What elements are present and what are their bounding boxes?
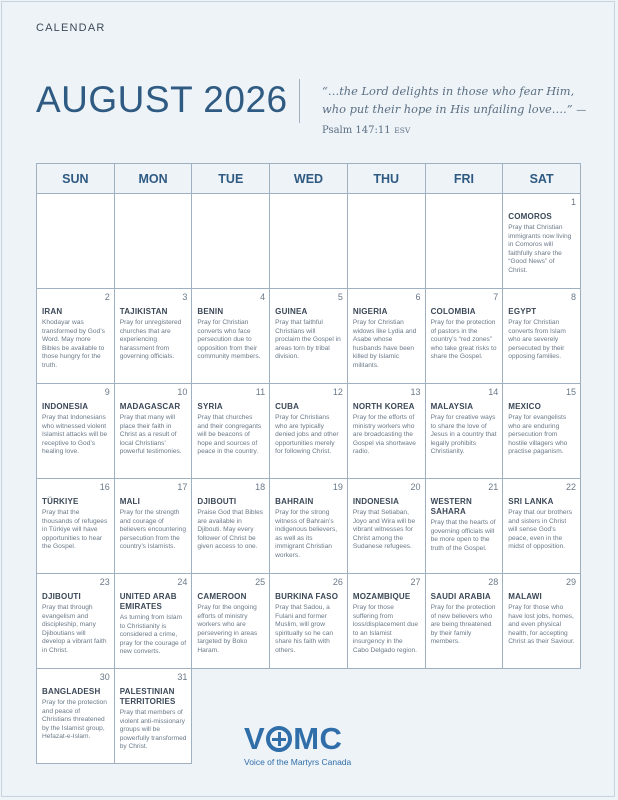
day-number: 27 (410, 577, 421, 587)
quote-version: ESV (394, 126, 411, 135)
calendar-day-cell (192, 574, 270, 669)
country-name: TÜRKIYE (42, 497, 79, 506)
day-number: 13 (410, 387, 421, 397)
country-name: MALAYSIA (430, 402, 474, 411)
day-number: 29 (565, 577, 576, 587)
calendar-day-cell (115, 574, 193, 669)
prayer-text: Pray for the protection of pastors in the country’s “red zones” who take great risks to share the Gospel. (430, 319, 497, 361)
country-name: SYRIA (197, 402, 223, 411)
logo-subtitle: Voice of the Martyrs Canada (244, 757, 352, 767)
country-name: NIGERIA (352, 307, 388, 316)
section-label: CALENDAR (36, 22, 106, 34)
calendar-day-cell (426, 384, 504, 479)
country-name: EGYPT (508, 307, 537, 316)
calendar-day-cell (270, 289, 348, 384)
country-name: BAHRAIN (275, 497, 314, 506)
country-name: MOZAMBIQUE (352, 592, 411, 601)
country-name: TAJIKISTAN (119, 307, 168, 316)
scripture-quote (322, 82, 590, 140)
logo-wordmark (244, 722, 374, 756)
prayer-text: Praise God that Bibles are available in Djibouti. May every follower of Christ be given access to one. (197, 509, 264, 551)
calendar-day-cell (270, 574, 348, 669)
prayer-text: Pray that faithful Christians will proclaim the Gospel in areas torn by tribal division. (275, 319, 341, 361)
day-number: 18 (255, 482, 266, 492)
weekday-header-mon: MON (115, 164, 193, 194)
calendar-day-cell (503, 479, 581, 574)
prayer-text: Pray for those who have lost jobs, homes, and even physical health, for accepting Christ as their Saviour. (508, 604, 575, 646)
calendar-grid (36, 163, 581, 764)
day-number: 21 (488, 482, 499, 492)
prayer-text: Pray for the protection of new believers who are being threatened by their family members. (430, 604, 496, 646)
prayer-text: Pray that the thousands of refugees in Türkiye will have opportunities to hear the Gospel. (42, 509, 108, 551)
calendar-day-cell (115, 479, 193, 574)
globe-icon (266, 726, 292, 752)
calendar-day-cell (37, 289, 115, 384)
prayer-text: Pray that the hearts of governing officials will be more open to the truth of the Gospel. (430, 519, 496, 552)
calendar-day-cell (37, 669, 115, 764)
calendar-day-cell (115, 384, 193, 479)
weekday-header-sun: SUN (37, 164, 115, 194)
prayer-text: Pray for the protection and peace of Christians threatened by the Islamist group, Hefazat-e-Islam. (42, 699, 107, 741)
day-number: 9 (104, 387, 110, 397)
logo-letter-v: V (244, 721, 266, 756)
calendar-day-cell (115, 669, 193, 764)
country-name: COMOROS (508, 212, 552, 221)
calendar-day-cell (503, 289, 581, 384)
day-number: 26 (332, 577, 343, 587)
prayer-text: Pray for evangelists who are enduring persecution from hostile villagers who practise paganism. (508, 414, 568, 456)
country-name: COLOMBIA (430, 307, 476, 316)
day-number: 12 (332, 387, 343, 397)
day-number: 24 (177, 577, 188, 587)
country-name: CUBA (275, 402, 300, 411)
calendar-day-cell (192, 479, 270, 574)
prayer-text: Pray for unregistered churches that are experiencing harassment from governing officials. (119, 319, 182, 361)
prayer-text: Khodayar was transformed by God’s Word. May more Bibles be available to those hungry for the truth. (42, 319, 105, 369)
country-name: MALI (119, 497, 141, 506)
calendar-cell-empty (426, 194, 504, 289)
day-number: 8 (570, 292, 576, 302)
country-name: GUINEA (275, 307, 308, 316)
prayer-text: Pray for Christian converts who face persecution due to opposition from their community members. (197, 319, 261, 361)
calendar-day-cell (270, 384, 348, 479)
prayer-text: Pray that Setiaban, Joyo and Wira will be vibrant witnesses for Christ among the Sudanese refugees. (352, 509, 416, 551)
day-number: 2 (104, 292, 110, 302)
calendar-day-cell (192, 384, 270, 479)
country-name: DJIBOUTI (42, 592, 81, 601)
day-number: 16 (99, 482, 110, 492)
prayer-text: Pray that Indonesians who witnessed violent Islamist attacks will be receptive to God’s healing love. (42, 414, 108, 456)
calendar-day-cell (348, 479, 426, 574)
day-number: 15 (565, 387, 576, 397)
country-name: UNITED ARAB EMIRATES (119, 592, 177, 611)
logo-letters-mc: MC (293, 721, 343, 756)
quote-reference: — Psalm 147:11 (322, 105, 587, 136)
prayer-text: Pray that many will place their faith in Christ as a result of local Christians’ powerful testimonies. (119, 414, 182, 456)
day-number: 6 (415, 292, 421, 302)
country-name: PALESTINIAN TERRITORIES (119, 687, 176, 706)
prayer-text: Pray for Christian converts from Islam who are severely persecuted by their opposing families. (508, 319, 566, 361)
prayer-text: Pray for the strength and courage of believers encountering persecution from the country’s Islamists. (119, 509, 187, 551)
prayer-text: Pray that through evangelism and discipleship, many Djiboutians will develop a vibrant faith in Christ. (42, 604, 107, 654)
prayer-text: Pray for those suffering from loss/displacement due to an Islamist insurgency in the Cabo Delgado region. (352, 604, 419, 654)
day-number: 28 (488, 577, 499, 587)
prayer-text: Pray for Christian widows like Lydia and Asabe whose husbands have been killed by Islamic militants. (352, 319, 417, 369)
prayer-text: Pray for the efforts of ministry workers who are broadcasting the Gospel via shortwave radio. (352, 414, 416, 456)
day-number: 10 (177, 387, 188, 397)
day-number: 17 (177, 482, 188, 492)
calendar-cell-empty (348, 194, 426, 289)
day-number: 11 (255, 387, 266, 397)
country-name: MADAGASCAR (119, 402, 181, 411)
weekday-header-wed: WED (270, 164, 348, 194)
calendar-day-cell (348, 384, 426, 479)
calendar-day-cell (37, 384, 115, 479)
country-name: INDONESIA (42, 402, 89, 411)
calendar-day-cell (426, 289, 504, 384)
prayer-text: Pray that members of violent anti-missionary groups will be powerfully transformed by Christ. (119, 709, 187, 751)
prayer-text: Pray that Christian immigrants now living in Comoros will faithfully share the “Good News” of Christ. (508, 224, 572, 274)
country-name: CAMEROON (197, 592, 247, 601)
prayer-text: Pray for Christians who are typically denied jobs and other opportunities merely for following Christ. (275, 414, 339, 456)
weekday-header-fri: FRI (426, 164, 504, 194)
calendar-cell-empty (115, 194, 193, 289)
calendar-day-cell (503, 574, 581, 669)
country-name: DJIBOUTI (197, 497, 237, 506)
calendar-cell-empty (192, 194, 270, 289)
calendar-day-cell (426, 574, 504, 669)
country-name: INDONESIA (352, 497, 400, 506)
country-name: MEXICO (508, 402, 542, 411)
day-number: 3 (182, 292, 188, 302)
calendar-cell-empty (37, 194, 115, 289)
country-name: BURKINA FASO (275, 592, 339, 601)
calendar-day-cell (426, 479, 504, 574)
country-name: BENIN (197, 307, 224, 316)
calendar-cell-blank (503, 669, 581, 764)
country-name: IRAN (42, 307, 63, 316)
month-title: AUGUST 2026 (36, 79, 288, 120)
day-number: 30 (99, 672, 110, 682)
calendar-day-cell (503, 384, 581, 479)
day-number: 22 (565, 482, 576, 492)
country-name: BANGLADESH (42, 687, 101, 696)
quote-text: “…the Lord delights in those who fear Him, who put their hope in His unfailing love….” (322, 84, 575, 116)
prayer-text: Pray that churches and their congregants will be beacons of hope and sources of peace in the country. (197, 414, 262, 456)
day-number: 20 (410, 482, 421, 492)
calendar-day-cell (348, 289, 426, 384)
calendar-day-cell (348, 574, 426, 669)
title-divider (299, 79, 300, 123)
day-number: 23 (99, 577, 110, 587)
country-name: WESTERN SAHARA (430, 497, 472, 516)
calendar-cell-blank (426, 669, 504, 764)
day-number: 25 (255, 577, 266, 587)
calendar-day-cell (192, 289, 270, 384)
day-number: 19 (332, 482, 343, 492)
calendar-day-cell (270, 479, 348, 574)
calendar-day-cell (37, 479, 115, 574)
weekday-header-thu: THU (348, 164, 426, 194)
calendar-day-cell (503, 194, 581, 289)
day-number: 1 (570, 197, 576, 207)
calendar-day-cell (37, 574, 115, 669)
calendar-day-cell (115, 289, 193, 384)
day-number: 14 (488, 387, 499, 397)
weekday-header-sat: SAT (503, 164, 581, 194)
country-name: SRI LANKA (508, 497, 554, 506)
country-name: NORTH KOREA (352, 402, 415, 411)
prayer-text: Pray for the strong witness of Bahrain’s indigenous believers, as well as its immigrant Christian workers. (275, 509, 338, 559)
prayer-text: Pray for creative ways to share the love of Jesus in a country that legally prohibits Christianity. (430, 414, 497, 456)
calendar-cell-empty (270, 194, 348, 289)
prayer-text: Pray that Sadou, a Fulani and former Muslim, will grow spiritually so he can share his faith with others. (275, 604, 334, 654)
day-number: 4 (260, 292, 266, 302)
weekday-header-tue: TUE (192, 164, 270, 194)
prayer-text: Pray that our brothers and sisters in Christ will sense God’s peace, even in the midst of opposition. (508, 509, 573, 551)
day-number: 5 (337, 292, 343, 302)
prayer-text: As turning from Islam to Christianity is considered a crime, pray for the courage of new converts. (119, 614, 187, 656)
country-name: MALAWI (508, 592, 542, 601)
day-number: 31 (177, 672, 188, 682)
country-name: SAUDI ARABIA (430, 592, 491, 601)
vomc-logo (244, 722, 374, 772)
day-number: 7 (493, 292, 499, 302)
prayer-text: Pray for the ongoing efforts of ministry workers who are persevering in areas targeted by Boko Haram. (197, 604, 258, 654)
